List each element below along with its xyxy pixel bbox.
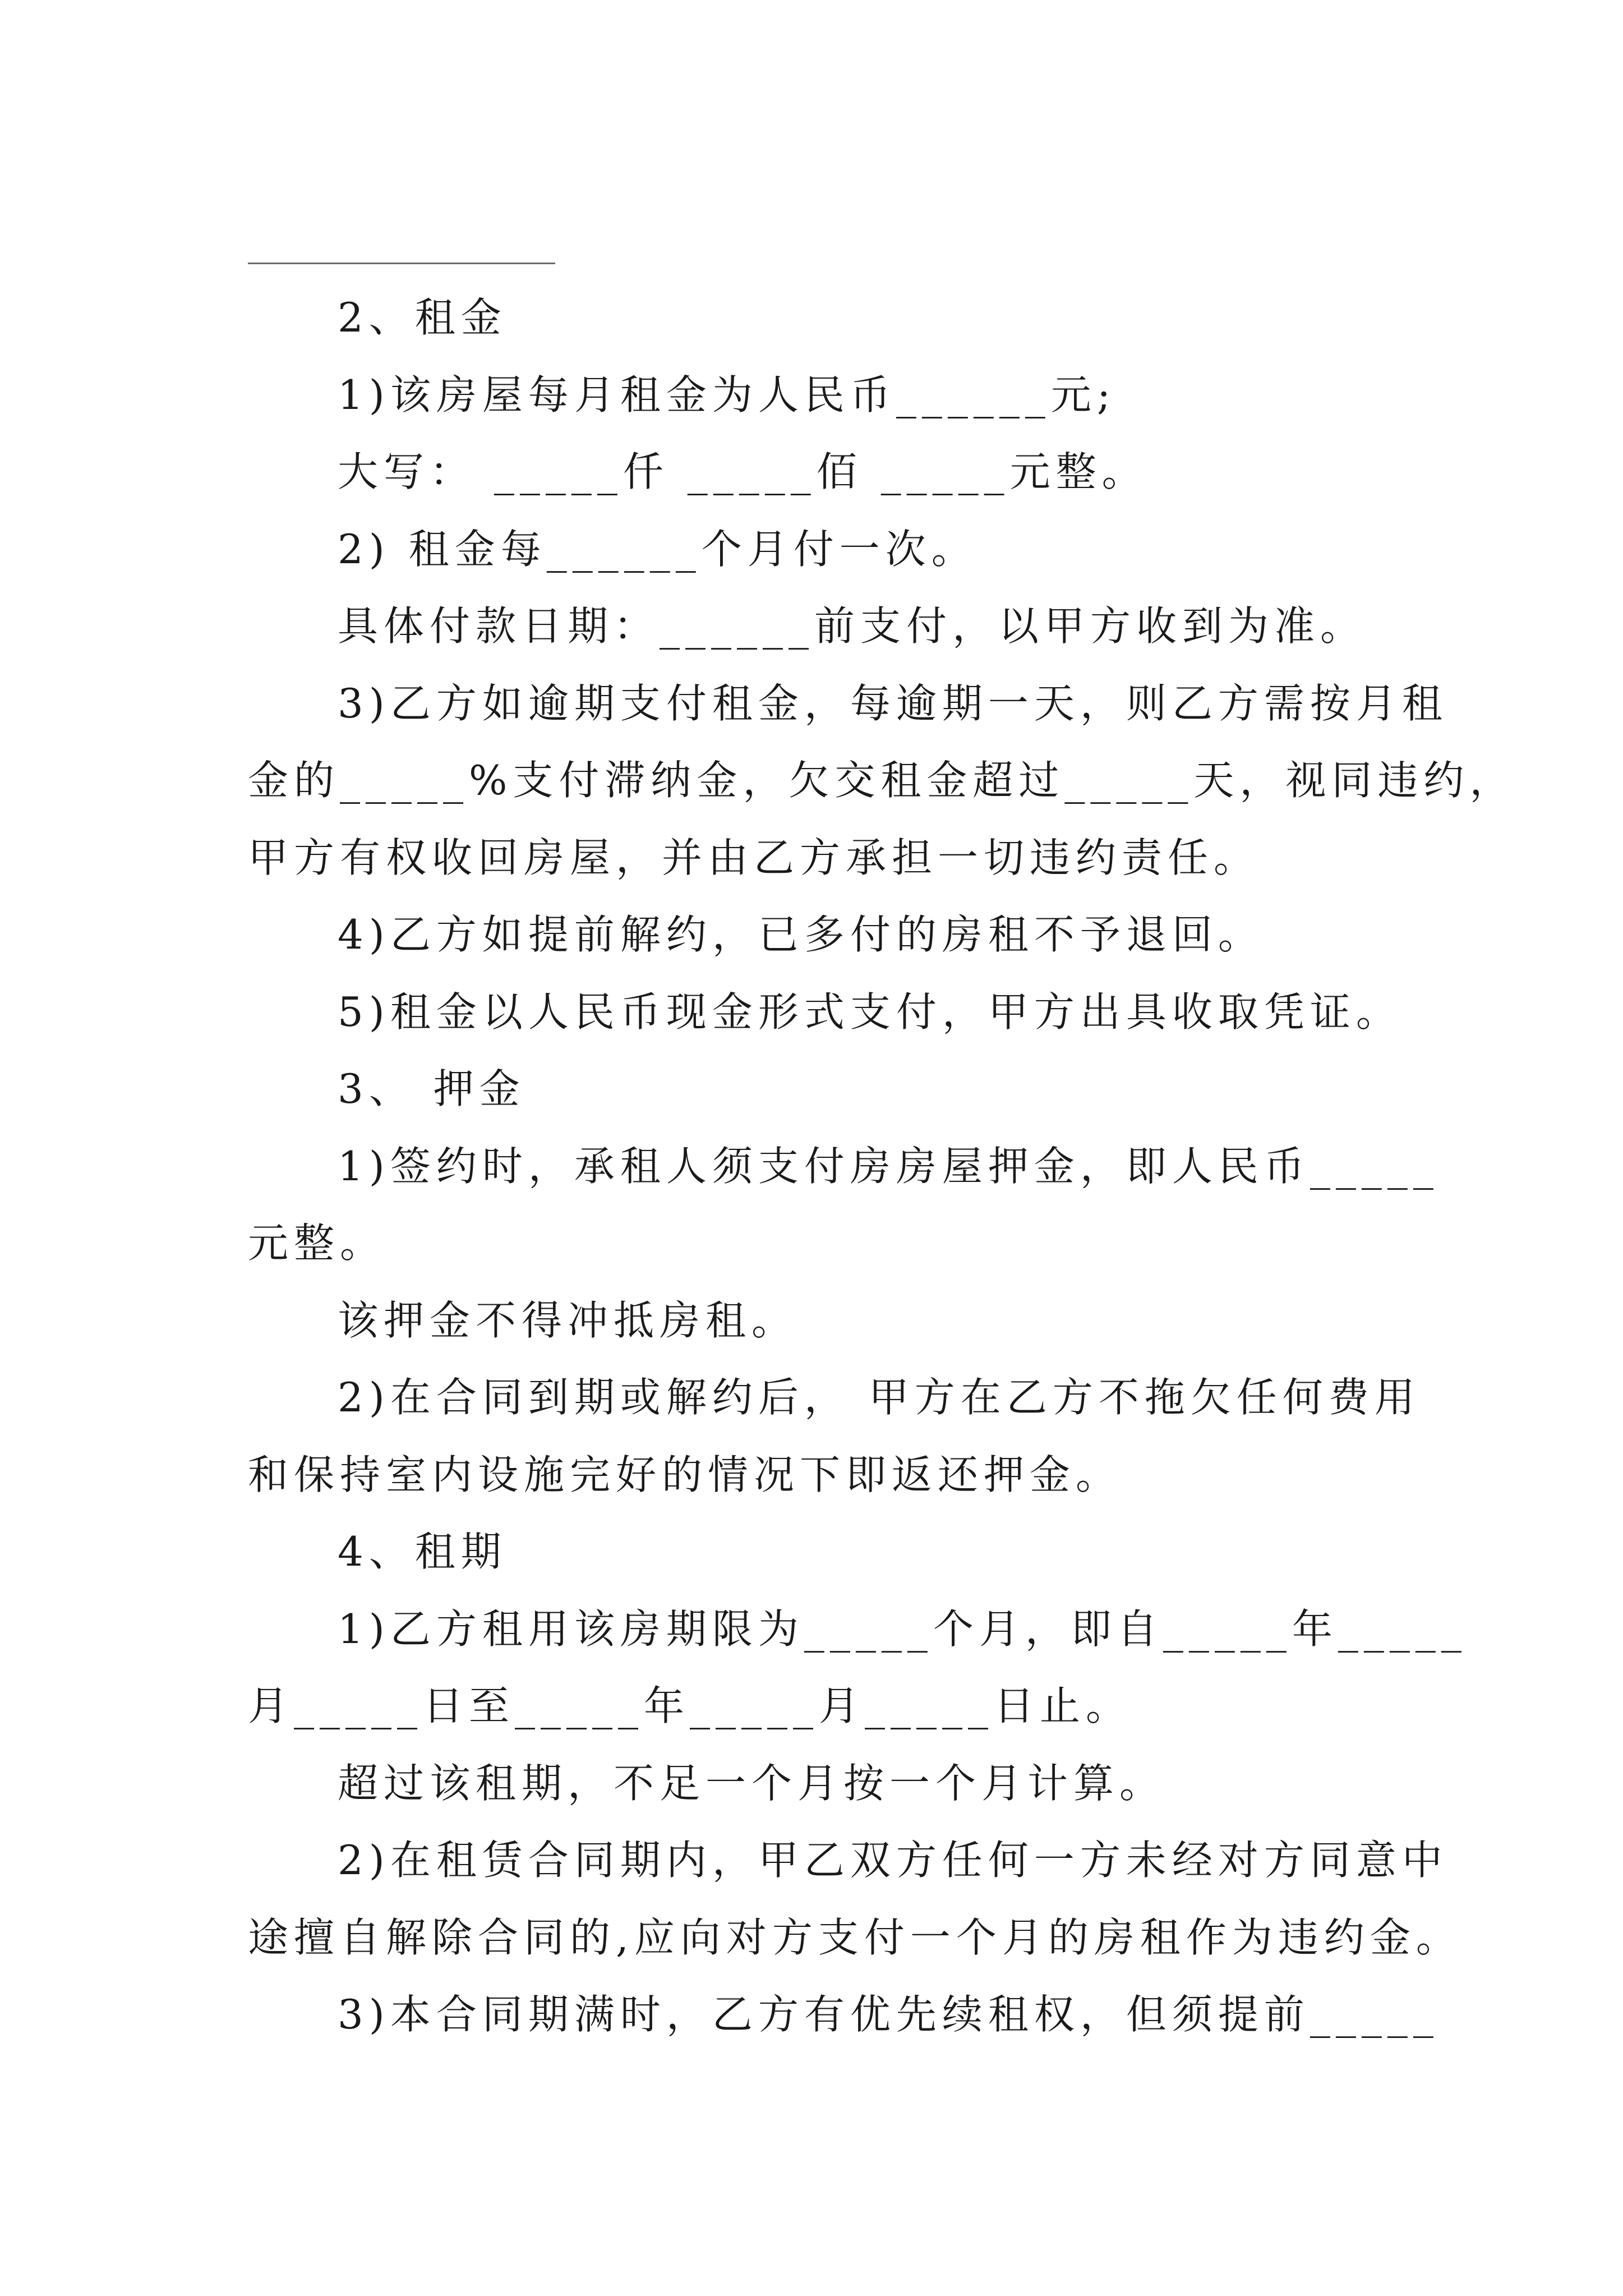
footnote-divider [248, 263, 555, 264]
paragraph-line: 元整。 [248, 1220, 386, 1267]
paragraph-line: 具体付款日期：______前支付，以甲方收到为准。 [338, 602, 1367, 650]
paragraph-line: 该押金不得冲抵房租。 [338, 1296, 798, 1344]
paragraph-line: 大写： _____仟 _____佰 _____元整。 [338, 448, 1148, 495]
document-body [248, 279, 1516, 2054]
paragraph-line: 1)乙方租用该房期限为_____个月，即自_____年_____ [338, 1605, 1467, 1653]
paragraph-line: 1)该房屋每月租金为人民币______元; [338, 371, 1117, 418]
paragraph-line: 2) 租金每______个月付一次。 [338, 525, 978, 573]
section-heading-rent: 2、租金 [338, 294, 507, 341]
paragraph-line: 1)签约时，承租人须支付房房屋押金，即人民币_____ [338, 1142, 1439, 1190]
paragraph-line: 途擅自解除合同的,应向对方支付一个月的房租作为违约金。 [248, 1913, 1462, 1961]
paragraph-line: 超过该租期，不足一个月按一个月计算。 [338, 1759, 1166, 1807]
paragraph-line: 月_____日至_____年_____月_____日止。 [248, 1682, 1132, 1729]
paragraph-line: 和保持室内设施完好的情况下即返还押金。 [248, 1451, 1122, 1498]
paragraph-line: 5)租金以人民币现金形式支付，甲方出具收取凭证。 [338, 988, 1402, 1036]
paragraph-line: 甲方有权收回房屋，并由乙方承担一切违约责任。 [248, 834, 1260, 881]
paragraph-line: 3)乙方如逾期支付租金，每逾期一天，则乙方需按月租 [338, 679, 1448, 727]
paragraph-line: 4)乙方如提前解约，已多付的房租不予退回。 [338, 911, 1264, 958]
paragraph-line: 2)在合同到期或解约后， 甲方在乙方不拖欠任何费用 [338, 1374, 1421, 1421]
section-heading-term: 4、租期 [338, 1528, 507, 1575]
section-heading-deposit: 3、 押金 [338, 1065, 525, 1112]
paragraph-line: 金的_____%支付滞纳金，欠交租金超过_____天，视同违约， [248, 757, 1516, 804]
paragraph-line: 2)在租赁合同期内，甲乙双方任何一方未经对方同意中 [338, 1837, 1448, 1884]
paragraph-line: 3)本合同期满时，乙方有优先续租权，但须提前_____ [338, 1991, 1439, 2038]
